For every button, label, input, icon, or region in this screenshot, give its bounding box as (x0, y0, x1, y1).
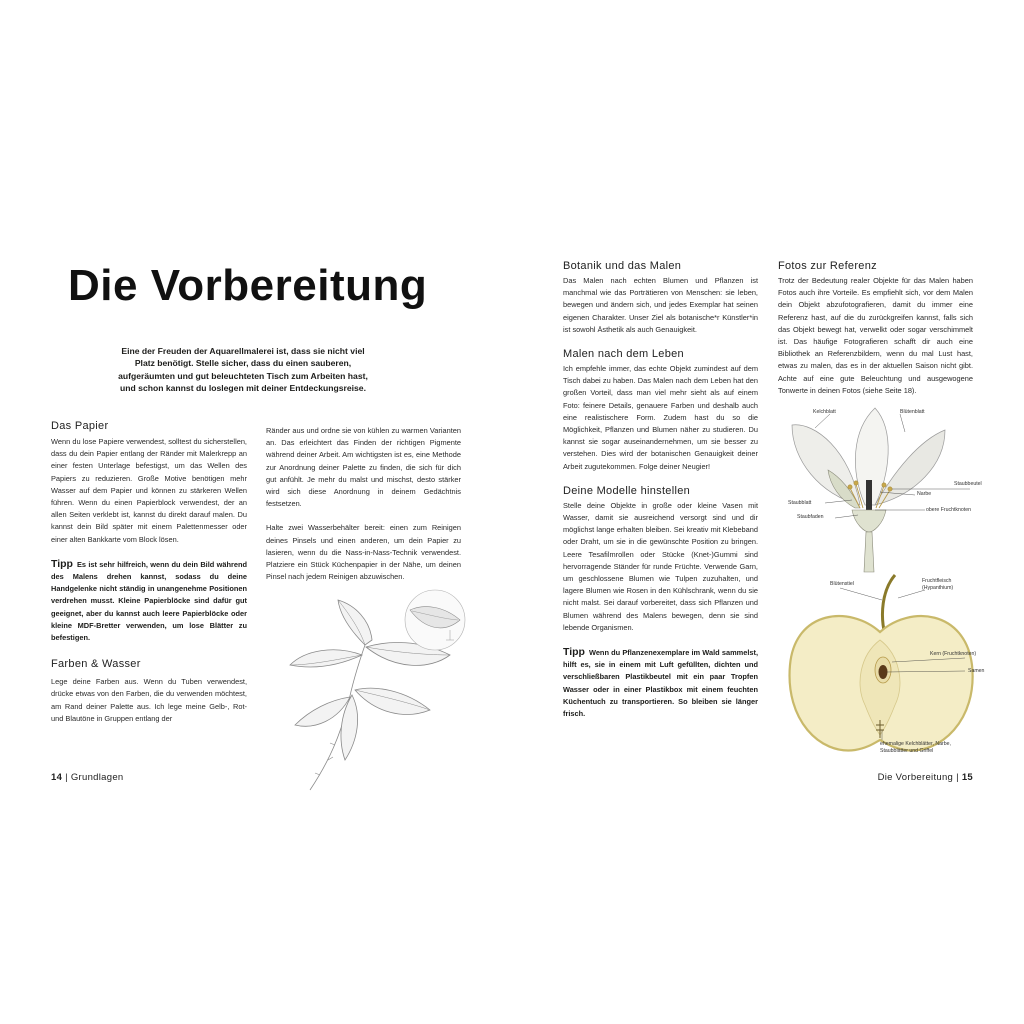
right-column-1 (563, 260, 758, 720)
flower-cross-section-illustration (780, 400, 1020, 575)
left-column-1 (51, 420, 247, 725)
heading-photos: Fotos zur Referenz (778, 260, 877, 272)
paragraph-paper: Wenn du lose Papiere verwendest, solltest du sicherstellen, dass du dein Papier entlang der Ränder mit Malerkrepp an einer festen Unterlage befestigst, um das Wellen des Papiers zu reduzieren. Große Motive benötigen mehr Wasser auf dem Papier und können zu stärkeren Wellen führen. Wenn du einen Papierblock verwendest, der an allen Seiten verklebt ist, kannst du direkt darauf malen. Du kannst dein Bild später mit einem Palettenmesser oder einer alten Bankkarte vom Block lösen. (51, 437, 247, 544)
label-samen: Samen (968, 668, 985, 674)
left-folio (51, 772, 124, 783)
tip-text-2: Wenn du Pflanzenexemplare im Wald sammelst, hilft es, sie in einem mit Luft gefüllten, dichten und verschließbaren Plastikbeutel mit ein paar Tropfen Wasser oder in einer Plastikbox mit einem feuchten Küchentuch zu transportieren. So bleiben sie länger frisch. (563, 648, 758, 719)
label-bluetenblatt: Blütenblatt (900, 409, 925, 415)
right-folio (878, 772, 973, 783)
label-staubfaden: Staubfaden (797, 514, 824, 520)
right-column-2 (778, 260, 973, 397)
page-gutter (512, 0, 513, 1024)
leaf-right-lower (355, 688, 430, 714)
right-folio-separator: | (956, 772, 962, 783)
apple-cross-section-illustration (780, 570, 980, 770)
flower-stem (864, 532, 874, 572)
paragraph-palette: Ränder aus und ordne sie von kühlen zu warmen Varianten an. Das erleichtert das Finden der richtigen Pigmente während deiner Arbeit. Am wichtigsten ist es, eine Methode zur Anordnung deiner Palette zu finden, die sich für dich gut anfühlt. Je mehr du malst und mischst, desto stärker wird sich diese Anordnung in deinem Gedächtnis festsetzen. (266, 426, 461, 509)
receptacle (852, 510, 886, 532)
intro-text: Eine der Freuden der Aquarellmalerei ist, dass sie nicht viel Platz benötigt. Stelle sicher, dass du einen sauberen, aufgeräumten und gut beleuchteten Tisch zum Arbeiten hast, und schon kannst du loslegen mit deiner Entdeckungsreise. (118, 345, 368, 394)
tip-box-1 (51, 558, 247, 644)
leaf-detail-magnifier (405, 590, 465, 650)
label-narbe: Narbe (917, 491, 932, 497)
heading-colors: Farben & Wasser (51, 658, 141, 671)
label-fruchtknoten: obere Fruchtknoten (926, 507, 971, 513)
paragraph-life: Ich empfehle immer, das echte Objekt zumindest auf dem Tisch dabei zu haben. Das Malen nach dem Leben hat den großen Vorteil, dass man viel mehr sieht als auf einem Foto: feinere Details, genauere Farben und deshalb auch eine realistischere Form. Zudem hast du so die Möglichkeit, Pflanzen und Blumen näher zu studieren. Du kannst sie sogar auseinandernehmen, um sie besser zu verstehen. Dies wird der botanischen Genauigkeit deiner Arbeit zugutekommen. Folge deiner Neugier! (563, 364, 758, 471)
tip-label: Tipp (51, 557, 73, 570)
heading-paper: Das Papier (51, 420, 109, 432)
label-ehemalige-line1: ehemalige Kelchblätter, Narbe, (880, 741, 951, 747)
tip-text: Es ist sehr hilfreich, wenn du dein Bild während des Malens drehen kannst, sodass du deine Handgelenke nicht ständig in unangenehme Positionen verdrehen musst. Kleine Papierblöcke sind dafür gut geeignet, aber du kannst auch leere Papierblöcke oder kleine MDF-Bretter verwenden, um lose Blätter zu befestigen. (51, 559, 247, 643)
label-staubbeutel: Staubbeutel (954, 481, 982, 487)
label-kelchblatt: Kelchblatt (813, 409, 836, 415)
label-kern: Kern (Fruchtknoten) (930, 651, 977, 657)
bramble-leaf-illustration (270, 585, 490, 805)
right-folio-section: Die Vorbereitung (877, 772, 954, 783)
paragraph-water: Halte zwei Wasserbehälter bereit: einen zum Reinigen deines Pinsels und einen anderen, um dein Papier zu lasieren, wenn du die Nass-in-Nass-Technik verwendest. Platziere ein Stück Küchenpapier in der Nähe, um deinen Pinsel nach jedem Reinigen abzuwischen. (266, 523, 461, 582)
paragraph-photos: Trotz der Bedeutung realer Objekte für das Malen haben Fotos auch ihre Vorteile. Es empfiehlt sich, vor dem Malen dein Objekt abzufotografieren, damit du immer eine Referenz hast, auf die du zurückgreifen kannst, falls sich das Objekt bewegt hat, verwelkt oder sogar verschimmelt ist. Das häufige Fotografieren schafft dir auch eine Bibliothek an Referenzbildern, wenn du mal Lust hast, etwas zu malen, das es in der aktuellen Saison nicht gibt. Achte auf eine gute Beleuchtung und ausgewogene Tonwerte in deinen Fotos (siehe Seite 18). (778, 276, 973, 395)
label-staubblatt: Staubblatt (788, 500, 812, 506)
apple-seed (879, 665, 888, 679)
tip-label-2: Tipp (563, 646, 585, 659)
page-title: Die Vorbereitung (68, 261, 428, 310)
paragraph-botany: Das Malen nach echten Blumen und Pflanzen ist manchmal wie das Porträtieren von Menschen: sie leben, bewegen und ändern sich, und jedes Exemplar hat seinen eigenen Charakter. Unser Ziel als botanische*r Künstler*in ist sowohl Ästhetik als auch Genauigkeit. (563, 276, 758, 334)
left-page-number: 14 (51, 772, 63, 783)
left-folio-section: Grundlagen (70, 772, 124, 783)
paragraph-models: Stelle deine Objekte in große oder kleine Vasen mit Wasser, damit sie ausreichend versorgt sind und dir möglichst lange erhalten bleiben. Sei kreativ mit Klebeband oder Draht, um sie in die gewünschte Position zu bringen. Leere Tesafilmrollen oder Stücke (Knet-)Gummi sind hervorragende Ständer für runde Früchte. Verwende Garn, um geschlossene Blumen wie Tulpen zuzuhalten, und lagere Blumen wie Rosen in den Kühlschrank, wenn du sie nicht malst. Sei darauf vorbereitet, dass sich Pflanzen und Blumen während des Malens bewegen, denn sie sind lebende Organismen. (563, 500, 758, 632)
heading-models: Deine Modelle hinstellen (563, 484, 691, 497)
heading-life: Malen nach dem Leben (563, 348, 684, 361)
heading-botany: Botanik und das Malen (563, 260, 682, 272)
label-fruchtfleisch: Fruchtfleisch (Hypanthium) (922, 578, 954, 591)
right-page-number: 15 (961, 772, 973, 783)
left-column-2 (266, 425, 461, 583)
tip-box-2 (563, 646, 758, 720)
paragraph-colors: Lege deine Farben aus. Wenn du Tuben verwendest, drücke etwas von den Farben, die du verwenden möchtest, am Rand deiner Palette aus. Ich lege meine Gelb-, Rot- und Blautöne in Gruppen entlang der (51, 677, 247, 723)
label-bluetenstiel: Blütenstiel (830, 581, 854, 587)
label-ehemalige-line2: Staubblätter und Griffel (880, 748, 934, 754)
left-folio-separator: | (65, 772, 71, 783)
